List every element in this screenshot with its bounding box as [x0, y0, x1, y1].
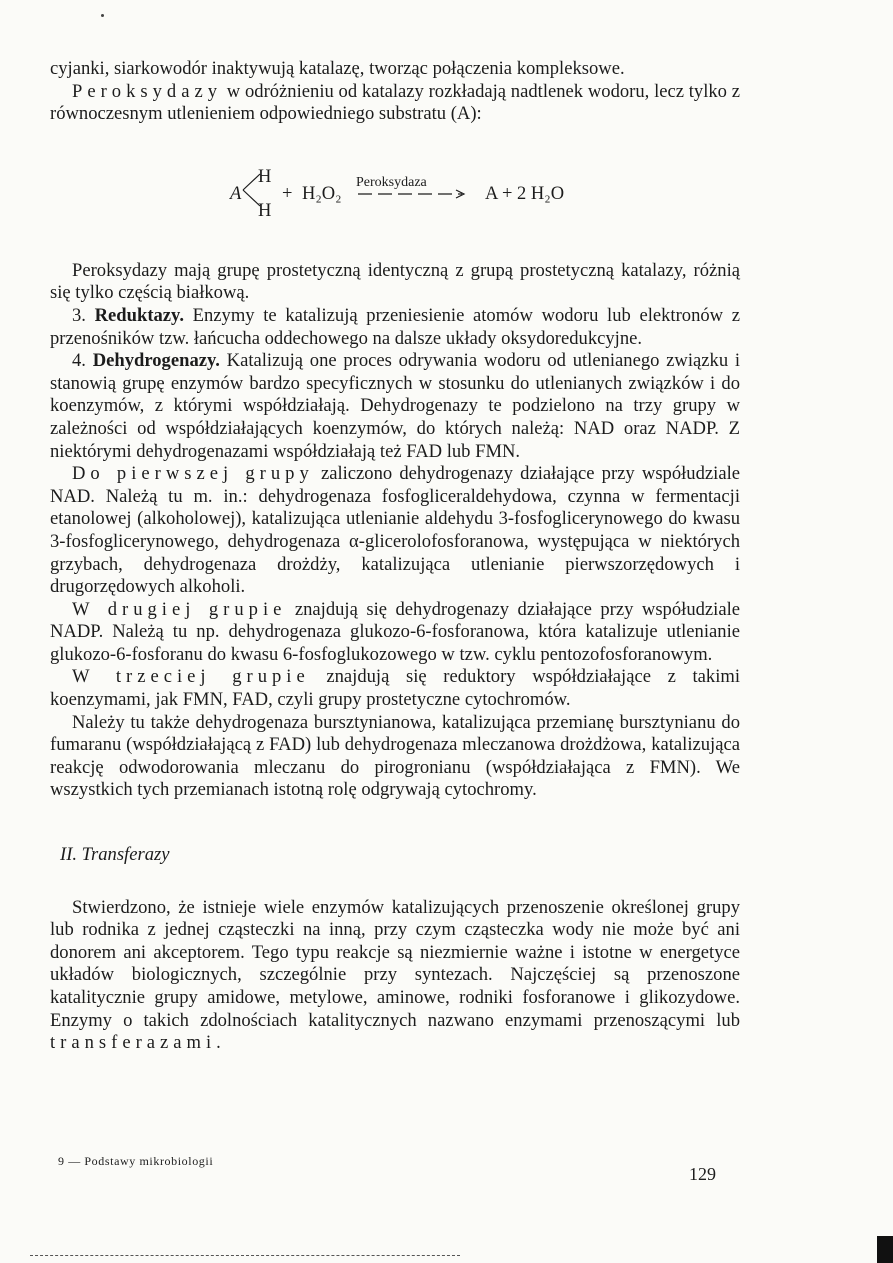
- equation-substrate: A: [230, 183, 242, 204]
- paragraph-text: .: [216, 1032, 221, 1054]
- equation-reagent: H₂O₂: [302, 183, 342, 204]
- text-column: [50, 58, 740, 1055]
- equation-arrow-label: Peroksydaza: [356, 174, 427, 190]
- equation-arrow: [356, 188, 468, 200]
- equation-hydrogen-bottom: H: [258, 200, 272, 221]
- paragraph-text: Katalizują one proces odrywania wodoru od utlenianego związku i stanowią grupę enzymów bardzo specyficznych w stosunku do utlenianych związków i do koenzymów, z którymi współdziałają. Dehydrogenazy te podzielono na trzy grupy w zależności od współdziałających koenzymów, do których należą: NAD oraz NADP. Z niektórymi dehydrogenazami współdziałają też FAD lub FMN.: [50, 350, 741, 462]
- item-number: 3.: [72, 304, 95, 326]
- paragraph-third-group: [50, 666, 740, 711]
- bottom-divider: [30, 1255, 460, 1257]
- paragraph-second-group: [50, 599, 740, 667]
- spaced-term: W drugiej grupie: [72, 598, 287, 620]
- paragraph-text: znajdują się reduktory współdziałające z takimi koenzymami, jak FMN, FAD, czyli grupy prostetyczne cytochromów.: [50, 666, 741, 711]
- spaced-term: Do pierwszej grupy: [72, 463, 314, 485]
- paragraph-first-group: [50, 463, 740, 599]
- paragraph-reductases: [50, 305, 740, 350]
- footer-signature: 9 — Podstawy mikrobiologii: [58, 1154, 214, 1168]
- page-number: 129: [689, 1164, 716, 1184]
- paragraph-text: w odróżnieniu od katalazy rozkładają nadtlenek wodoru, lecz tylko z równoczesnym utlenieniem odpowiedniego substratu (A):: [50, 80, 740, 125]
- spaced-term: transferazami: [50, 1032, 217, 1054]
- equation-hydrogen-top: H: [258, 166, 272, 187]
- paragraph-text: Enzymy te katalizują przeniesienie atomów wodoru lub elektronów z przenośników tzw. łańcucha oddechowego na dalsze układy oksydoredukcyjne.: [50, 304, 741, 349]
- spaced-term: Peroksydazy: [72, 80, 223, 102]
- reaction-equation: [50, 148, 740, 242]
- paragraph-text: zaliczono dehydrogenazy działające przy współudziale NAD. Należą tu m. in.: dehydrogenaza fosfogliceraldehydowa, czynna w fermentacji etanolowej (alkoholowej), katalizująca utlenianie aldehydu 3-fosfoglicerynowego do kwasu 3-fosfoglicerynowego, dehydrogenaza α-glicerolofosforanowa, występująca w niektórych grzybach, dehydrogenaza drożdży, katalizująca utlenianie pierwszorzędowych i drugorzędowych alkoholi.: [50, 463, 740, 598]
- spaced-term: W trzeciej grupie: [72, 666, 310, 688]
- term-dehydrogenases: Dehydrogenazy.: [92, 350, 220, 372]
- paragraph-peroxidases-structure: Peroksydazy mają grupę prostetyczną identyczną z grupą prostetyczną katalazy, różnią się tylko częścią białkową.: [50, 259, 740, 304]
- paragraph-catalase-inhibitors: cyjanki, siarkowodór inaktywują katalazę, tworząc połączenia kompleksowe.: [50, 58, 625, 79]
- ink-dot: [101, 14, 104, 17]
- equation-products: A + 2 H₂O: [485, 183, 565, 204]
- paragraph-succinate: Należy tu także dehydrogenaza bursztynianowa, katalizująca przemianę bursztynianu do fumaranu (współdziałającą z FAD) lub dehydrogenaza mleczanowa drożdżowa, katalizująca reakcję odwodorowania mleczanu do pirogronianu (współdziałająca z FMN). We wszystkich tych przemianach istotną rolę odgrywają cytochromy.: [50, 711, 740, 801]
- paragraph-peroxidases-intro: [50, 81, 740, 126]
- paragraph-transferases: [50, 897, 740, 1055]
- paragraph-dehydrogenases: [50, 350, 740, 463]
- term-reductases: Reduktazy.: [94, 304, 184, 326]
- equation-plus: +: [282, 183, 293, 204]
- paragraph-text: Stwierdzono, że istnieje wiele enzymów katalizujących przenoszenie określonej grupy lub rodnika z jednej cząsteczki na inną, przy czym cząsteczka wody nie może być ani donorem ani akceptorem. Tego typu reakcje są niezmiernie ważne i istotne w energetyce układów biologicznych, szczególnie przy syntezach. Najczęściej są przenoszone katalitycznie grupy amidowe, metylowe, aminowe, rodniki fosforanowe i glikozydowe. Enzymy o takich zdolnościach katalitycznych nazwano enzymami przenoszącymi lub: [50, 896, 740, 1031]
- paragraph-text: znajdują się dehydrogenazy działające przy współudziale NADP. Należą tu np. dehydrogenaza glukozo-6-fosforanowa, która katalizuje utlenianie glukozo-6-fosforanu do kwasu 6-fosfoglukozowego w tzw. cyklu pentozofosforanowym.: [50, 598, 740, 665]
- scan-corner-mark: [877, 1236, 893, 1263]
- section-heading: II. Transferazy: [60, 844, 170, 866]
- item-number: 4.: [72, 350, 93, 372]
